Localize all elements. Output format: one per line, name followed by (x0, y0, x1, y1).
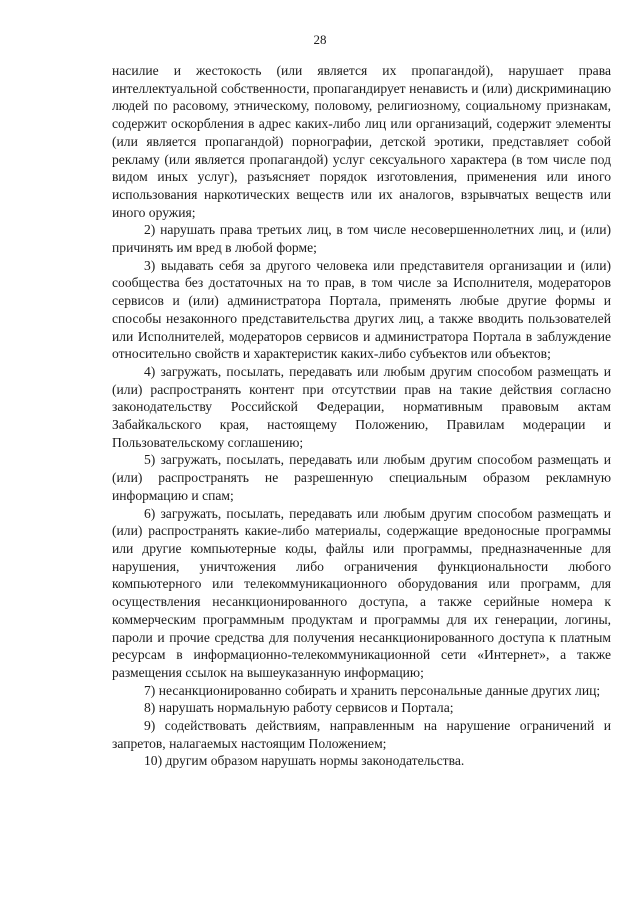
page-number: 28 (313, 32, 327, 47)
list-item-5: 5) загружать, посылать, передавать или любым другим способом размещать и (или) распространять не разрешенную специальным образом рекламную информацию и спам; (112, 452, 611, 503)
list-item-8: 8) нарушать нормальную работу сервисов и Портала; (144, 700, 454, 716)
list-item-6: 6) загружать, посылать, передавать или любым другим способом размещать и (или) распространять какие-либо материалы, содержащие вредоносные программы или другие компьютерные коды, файлы или программы, предназначенные для нарушения, уничтожения либо ограничения функциональности любого компьютерного или телекоммуникационного оборудования или программ, для осуществления несанкционированного доступа, а также серийные номера к коммерческим программным продуктам и программы для их генерации, логины, пароли и прочие средства для получения несанкционированного доступа к платным ресурсам в информационно-телекоммуникационной сети «Интернет», а также размещения ссылок на вышеуказанную информацию; (112, 505, 611, 680)
paragraph-continuation: насилие и жестокость (или является их пропагандой), нарушает права интеллектуальной собственности, пропагандирует ненависть и (или) дискриминацию людей по расовому, этническому, половому, религиозному, социальному признакам, содержит оскорбления в адрес каких-либо лиц или организаций, содержит элементы (или является пропагандой) порнографии, детской эротики, представляет собой рекламу (или является пропагандой) услуг сексуального характера (в том числе под видом иных услуг), разъясняет порядок изготовления, применения или иного использования наркотических веществ или их аналогов, взрывчатых веществ или иного оружия; (112, 63, 611, 220)
list-item-4: 4) загружать, посылать, передавать или любым другим способом размещать и (или) распространять контент при отсутствии прав на такие действия согласно законодательству Российской Федерации, нормативным правовым актам Забайкальского края, настоящему Положению, Правилам модерации и Пользовательскому соглашению; (112, 363, 611, 450)
list-item-9: 9) содействовать действиям, направленным на нарушение ограничений и запретов, налагаемых настоящим Положением; (112, 718, 611, 751)
list-item-3: 3) выдавать себя за другого человека или представителя организации и (или) сообщества без достаточных на то прав, в том числе за Исполнителя, модераторов сервисов и (или) администратора Портала, применять любые другие формы и способы незаконного представительства других лиц, а также вводить пользователей или Исполнителей, модераторов сервисов и администратора Портала в заблуждение относительно свойств и характеристик каких-либо субъектов или объектов; (112, 257, 611, 362)
list-item-7: 7) несанкционированно собирать и хранить персональные данные других лиц; (144, 682, 601, 698)
document-body (112, 62, 611, 770)
list-item-2: 2) нарушать права третьих лиц, в том числе несовершеннолетних лиц, и (или) причинять им вред в любой форме; (112, 222, 611, 256)
list-item-10: 10) другим образом нарушать нормы законодательства. (144, 753, 465, 769)
